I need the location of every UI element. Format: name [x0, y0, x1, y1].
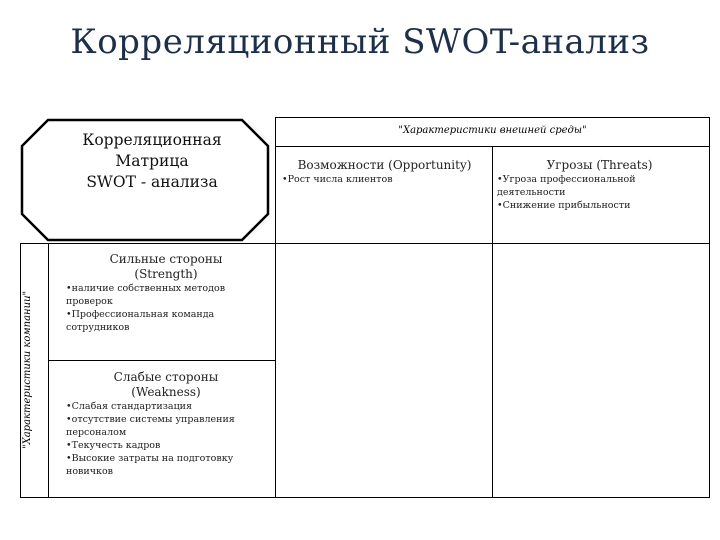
list-item: • Слабая стандартизация: [66, 400, 266, 413]
matrix-label-line1: Корреляционная: [82, 131, 222, 149]
grid-top-line: [275, 117, 710, 118]
list-item: • наличие собственных методов проверок: [66, 282, 266, 308]
grid-row-divider: [48, 360, 275, 361]
threats-list: [497, 173, 702, 212]
grid-bottom-line: [20, 497, 710, 498]
weaknesses-heading-line2: (Weakness): [131, 385, 201, 399]
threats-cell: [497, 158, 702, 212]
grid-middle-line: [20, 243, 710, 244]
company-characteristics-header: "Характеристики компании": [22, 290, 33, 450]
strengths-heading: [66, 252, 266, 282]
grid-inner-left-line: [48, 243, 49, 498]
list-item: • Высокие затраты на подготовку новичков: [66, 452, 266, 478]
list-item: • Профессиональная команда сотрудников: [66, 308, 266, 334]
opportunities-list: [282, 173, 487, 186]
strengths-heading-line1: Сильные стороны: [109, 252, 223, 266]
matrix-label-line3: SWOT - анализа: [86, 173, 218, 191]
list-item: • Снижение прибыльности: [497, 199, 702, 212]
list-item: • Рост числа клиентов: [282, 173, 487, 186]
weaknesses-list: [66, 400, 266, 478]
list-item: • Угроза профессиональной деятельности: [497, 173, 702, 199]
strengths-cell: [66, 252, 266, 334]
weaknesses-heading: [66, 370, 266, 400]
list-item: • отсутствие системы управления персоналом: [66, 413, 266, 439]
opportunities-heading: Возможности (Opportunity): [297, 158, 472, 172]
threats-heading: Угрозы (Threats): [546, 158, 653, 172]
strengths-heading-line2: (Strength): [134, 267, 198, 281]
opportunities-cell: [282, 158, 487, 186]
grid-left-line: [20, 243, 21, 498]
grid-right-line: [709, 117, 710, 498]
weaknesses-heading-line1: Слабые стороны: [113, 370, 219, 384]
external-environment-header: "Характеристики внешней среды": [398, 125, 587, 136]
matrix-label-line2: Матрица: [115, 152, 189, 170]
matrix-label: [52, 130, 252, 193]
grid-col2-line: [492, 146, 493, 498]
list-item: • Текучесть кадров: [66, 439, 266, 452]
weaknesses-cell: [66, 370, 266, 478]
page-title: Корреляционный SWOT-анализ: [70, 22, 650, 62]
strengths-list: [66, 282, 266, 334]
grid-col1-line: [275, 117, 276, 498]
